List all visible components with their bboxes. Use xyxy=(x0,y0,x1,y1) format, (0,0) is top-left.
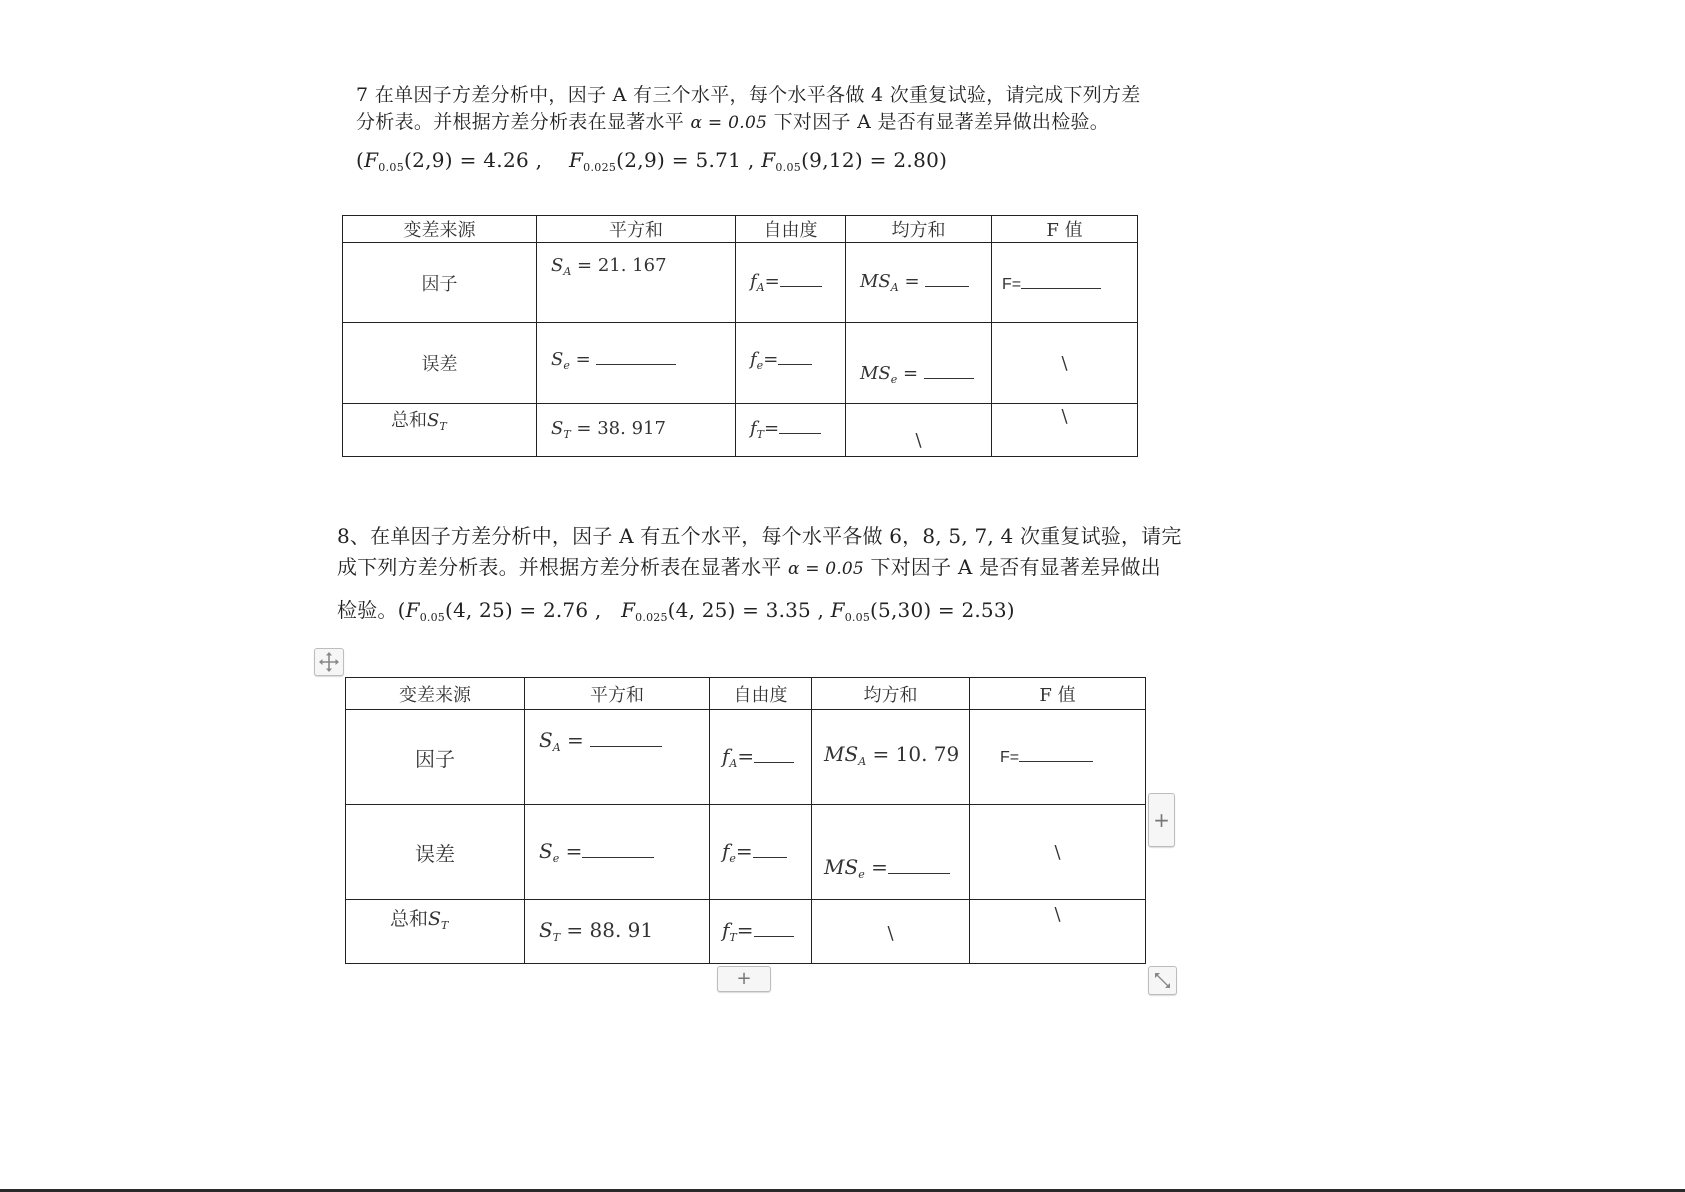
row-error-ss[interactable]: $S_e$ = xyxy=(525,805,710,900)
q8-anova-table xyxy=(345,677,1146,964)
q7-anova-table xyxy=(342,215,1138,457)
row-error-source: 误差 xyxy=(343,323,537,404)
header-df: 自由度 xyxy=(736,216,846,243)
header-ss: 平方和 xyxy=(525,678,710,710)
blank xyxy=(924,377,974,379)
q7-line2-b: 下对因子 A 是否有显著差异做出检验。 xyxy=(773,111,1110,133)
blank xyxy=(596,363,676,365)
q7-alpha: α = 0.05 xyxy=(690,113,768,133)
blank xyxy=(778,363,812,365)
plus-icon: + xyxy=(1153,808,1170,832)
blank xyxy=(780,285,822,287)
row-total-df[interactable]: $f_T=$ xyxy=(736,404,846,457)
q7-critical-values: ($F_{0.05}(2,9) = 4.26$ , $F_{0.025}(2,9) = 5.71$ , $F_{0.05}(9,12) = 2.80$) xyxy=(356,148,948,174)
row-error-f: \ xyxy=(970,805,1146,900)
q8-line2-b: 下对因子 A 是否有显著差异做出 xyxy=(870,555,1161,579)
header-source: 变差来源 xyxy=(346,678,525,710)
q8-alpha: α = 0.05 xyxy=(787,559,864,579)
q7-line2-a: 分析表。并根据方差分析表在显著水平 xyxy=(356,111,685,133)
row-error-f: \ xyxy=(992,323,1138,404)
row-total-source: 总和$S_T$ xyxy=(346,900,525,964)
blank xyxy=(1021,287,1101,289)
row-error-source: 误差 xyxy=(346,805,525,900)
row-factor-df[interactable]: $f_A=$ xyxy=(736,243,846,323)
row-total-f: \ xyxy=(992,404,1138,457)
q8-line2-a: 成下列方差分析表。并根据方差分析表在显著水平 xyxy=(337,555,782,579)
plus-icon: + xyxy=(736,968,752,989)
row-total-ms: \ xyxy=(846,404,992,457)
row-total-ss[interactable]: $S_T = 88$. 91 xyxy=(525,900,710,964)
row-total-ms: \ xyxy=(812,900,970,964)
table-move-handle[interactable] xyxy=(314,648,344,676)
header-ms: 均方和 xyxy=(812,678,970,710)
q7-line1: 7 在单因子方差分析中，因子 A 有三个水平，每个水平各做 4 次重复试验，请完成下列方差 xyxy=(356,84,1141,106)
header-source: 变差来源 xyxy=(343,216,537,243)
blank xyxy=(590,745,662,747)
header-f: F 值 xyxy=(970,678,1146,710)
header-df: 自由度 xyxy=(710,678,812,710)
add-column-button[interactable] xyxy=(1148,793,1175,847)
q8-line2 xyxy=(337,557,1182,578)
table-resize-handle[interactable] xyxy=(1148,966,1177,995)
blank xyxy=(779,432,821,434)
blank xyxy=(754,935,794,937)
blank xyxy=(888,872,950,874)
add-row-button[interactable] xyxy=(717,966,771,992)
row-total-ss[interactable]: $S_T = 38$. 917 xyxy=(537,404,736,457)
row-total-source: 总和$S_T$ xyxy=(343,404,537,457)
row-factor-ms[interactable]: $MS_A = 10$. 79 xyxy=(812,710,970,805)
header-ss: 平方和 xyxy=(537,216,736,243)
row-total-df[interactable]: $f_T=$ xyxy=(710,900,812,964)
q8-text xyxy=(337,524,1182,624)
row-factor-source: 因子 xyxy=(346,710,525,805)
blank xyxy=(1019,760,1093,762)
row-factor-ss[interactable]: $S_A$ = xyxy=(525,710,710,805)
blank xyxy=(925,285,969,287)
blank xyxy=(582,856,654,858)
blank xyxy=(753,856,787,858)
q7-text xyxy=(356,84,1141,174)
resize-icon xyxy=(1149,967,1176,994)
row-error-ms[interactable]: $MS_e$ = xyxy=(812,805,970,900)
row-factor-f[interactable]: F= xyxy=(970,710,1146,805)
row-total-f: \ xyxy=(970,900,1146,964)
blank xyxy=(754,761,794,763)
q8-line3: 检验。($F_{0.05}(4$, 25) = 2.76 , $F_{0.025}(4$, 25) = 3.35 , $F_{0.05}(5,30) = 2.53$) xyxy=(337,598,1015,624)
q8-line1: 8、在单因子方差分析中，因子 A 有五个水平，每个水平各做 6，8, 5, 7, 4 次重复试验，请完 xyxy=(337,524,1182,548)
row-error-ms[interactable]: $MS_e$ = xyxy=(846,323,992,404)
q7-line2 xyxy=(356,113,1141,132)
row-error-df[interactable]: $f_e=$ xyxy=(736,323,846,404)
header-f: F 值 xyxy=(992,216,1138,243)
header-ms: 均方和 xyxy=(846,216,992,243)
row-error-df[interactable]: $f_e=$ xyxy=(710,805,812,900)
row-factor-ms[interactable]: $MS_A$ = xyxy=(846,243,992,323)
row-factor-f[interactable]: F= xyxy=(992,243,1138,323)
row-factor-source: 因子 xyxy=(343,243,537,323)
row-factor-df[interactable]: $f_A=$ xyxy=(710,710,812,805)
row-error-ss[interactable]: $S_e$ = xyxy=(537,323,736,404)
move-icon xyxy=(317,650,341,674)
row-factor-ss[interactable]: $S_A = 21$. 167 xyxy=(537,243,736,323)
